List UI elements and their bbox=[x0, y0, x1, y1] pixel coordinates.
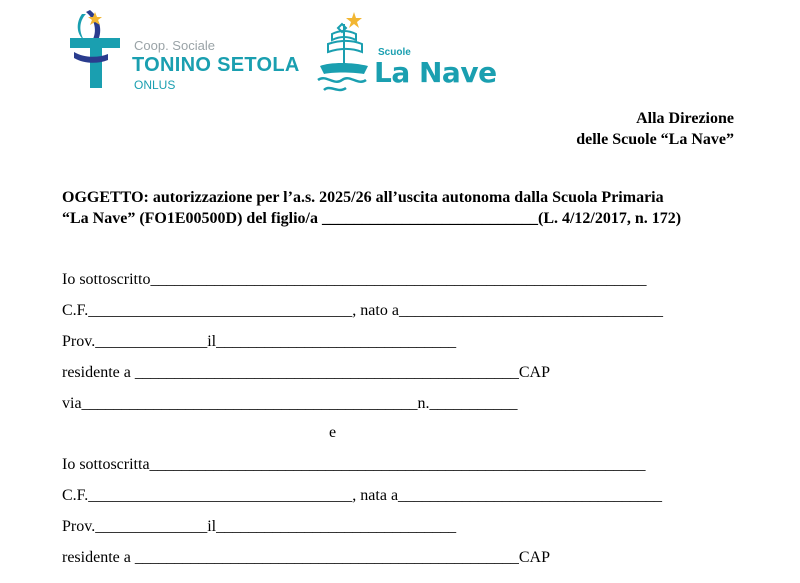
form-row-father-prov-date[interactable]: Prov.______________il______________________________ bbox=[62, 333, 457, 350]
subject-line-2: “La Nave” (FO1E00500D) del figlio/a ___________________________(L. 4/12/2017, n. 172) bbox=[62, 210, 682, 227]
conjunction-e: e bbox=[329, 424, 337, 441]
subject-block bbox=[62, 187, 742, 229]
form-row-father-street[interactable]: via__________________________________________n.___________ bbox=[62, 395, 518, 412]
form-row-mother-cf-birthplace[interactable]: C.F._________________________________, nata a_________________________________ bbox=[62, 487, 663, 504]
logo-coop-tonino-setola bbox=[68, 8, 308, 92]
tonino-setola-logo-icon bbox=[68, 8, 128, 88]
logo-scuole-la-nave bbox=[312, 10, 502, 95]
recipient-block bbox=[576, 108, 734, 150]
recipient-line-2: delle Scuole “La Nave” bbox=[576, 131, 734, 148]
form-row-father-name[interactable]: Io sottoscritto______________________________________________________________ bbox=[62, 271, 647, 288]
form-row-mother-prov-date[interactable]: Prov.______________il______________________________ bbox=[62, 518, 457, 535]
logo-scuole-label: Scuole bbox=[378, 47, 411, 58]
logo-coop-onlus: ONLUS bbox=[134, 78, 176, 92]
subject-line-1: OGGETTO: autorizzazione per l’a.s. 2025/26 all’uscita autonoma dalla Scuola Primaria bbox=[62, 189, 664, 206]
form-row-mother-name[interactable]: Io sottoscritta______________________________________________________________ bbox=[62, 456, 646, 473]
logo-coop-name: TONINO SETOLA bbox=[132, 54, 300, 76]
recipient-line-1: Alla Direzione bbox=[636, 110, 734, 127]
form-row-father-residence[interactable]: residente a ________________________________________________CAP bbox=[62, 364, 550, 381]
logo-la-nave-name: La Nave bbox=[374, 56, 497, 89]
ship-logo-icon bbox=[312, 10, 376, 96]
form-row-father-cf-birthplace[interactable]: C.F._________________________________, nato a_________________________________ bbox=[62, 302, 663, 319]
form-row-mother-residence[interactable]: residente a ________________________________________________CAP bbox=[62, 549, 550, 566]
logo-coop-label: Coop. Sociale bbox=[134, 38, 215, 53]
